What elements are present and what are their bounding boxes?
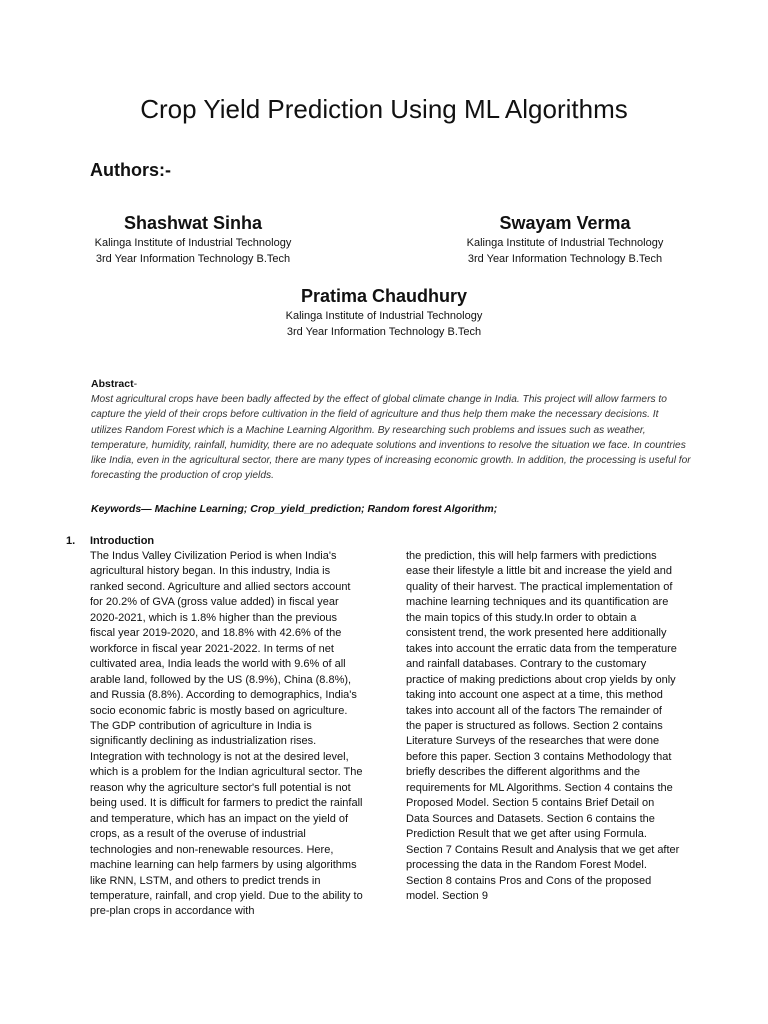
abstract-label	[91, 378, 137, 390]
abstract-label-text: Abstract	[91, 378, 134, 390]
author-program: 3rd Year Information Technology B.Tech	[286, 326, 482, 338]
paper-title: Crop Yield Prediction Using ML Algorithms	[140, 94, 628, 124]
author-name: Swayam Verma	[499, 213, 631, 233]
section-title: Introduction	[90, 535, 155, 547]
author-name: Shashwat Sinha	[123, 213, 263, 233]
author-affiliation: Kalinga Institute of Industrial Technology	[94, 237, 292, 249]
authors-heading: Authors:-	[90, 160, 171, 180]
author-program: 3rd Year Information Technology B.Tech	[467, 253, 663, 265]
author-program: 3rd Year Information Technology B.Tech	[95, 253, 291, 265]
author-block	[461, 211, 669, 267]
author-affiliation: Kalinga Institute of Industrial Technology	[285, 310, 483, 322]
intro-left-column: The Indus Valley Civilization Period is when India's agricultural history began. In this industry, India is ranked second. Agriculture and allied sectors account for 20.2% of GVA (gross value added) in fiscal year 2020-2021, which is 1.8% higher than the previous fiscal year 2019-2020, and 18.8% with 42.6% of the workforce in fiscal year 2021-2022. In terms of net cultivated area, India leads the world with 9.6% of all arable land, followed by the US (8.9%), China (8.8%), and Russia (8.8%). According to demographics, India's socio economic fabric is mostly based on agriculture. The GDP contribution of agriculture in India is significantly declining as industrialization rises. Integration with technology is not at the desired level, which is a problem for the Indian agricultural sector. The reason why the agriculture sector's full potential is not being used. It is difficult for farmers to predict the rainfall and temperature, which has an impact on the yield of crops, as a result of the overuse of industrial technologies and non-renewable resources. Here, machine learning can help farmers by using algorithms like RNN, LSTM, and others to predict trends in temperature, rainfall, and crop yield. Due to the ability to pre-plan crops in accordance with	[90, 550, 363, 918]
abstract-label-dash: -	[133, 378, 138, 390]
author-affiliation: Kalinga Institute of Industrial Technology	[466, 237, 664, 249]
author-name: Pratima Chaudhury	[300, 286, 468, 306]
author-block	[90, 211, 296, 267]
keywords: Keywords— Machine Learning; Crop_yield_prediction; Random forest Algorithm;	[91, 503, 498, 515]
author-block	[268, 284, 500, 340]
abstract-text: Most agricultural crops have been badly affected by the effect of global climate change in India. This project will allow farmers to capture the yield of their crops before cultivation in the field of agriculture and thus help them make the necessary decisions. It utilizes Random Forest which is a Machine Learning Algorithm. By researching such problems and issues such as weather, temperature, humidity, rainfall, humidity, there are no adequate solutions and inventions to resolve the situation we face. In countries like India, even in the agricultural sector, there are many types of increasing economic growth. In addition, the processing is useful for forecasting the production of crop yields.	[91, 394, 691, 482]
intro-right-column: the prediction, this will help farmers with predictions ease their lifestyle a little bit and increase the yield and quality of their harvest. The practical implementation of machine learning techniques and its quantification are the main topics of this study.In order to obtain a consistent trend, the work presented here additionally takes into account the erratic data from the temperature and rainfall databases. Contrary to the customary practice of making predictions about crop yields by only taking into account one aspect at a time, this method takes into account all of the factors The remainder of the paper is structured as follows. Section 2 contains Literature Surveys of the researches that were done before this paper. Section 3 contains Methodology that briefly describes the different algorithms and the requirements for ML Algorithms. Section 4 contains the Proposed Model. Section 5 contains Brief Detail on Data Sources and Datasets. Section 6 contains the Prediction Result that we get after using Formula. Section 7 Contains Result and Analysis that we get after processing the data in the Random Forest Model. Section 8 contains Pros and Cons of the proposed model. Section 9	[406, 550, 680, 902]
section-number: 1.	[66, 535, 76, 547]
